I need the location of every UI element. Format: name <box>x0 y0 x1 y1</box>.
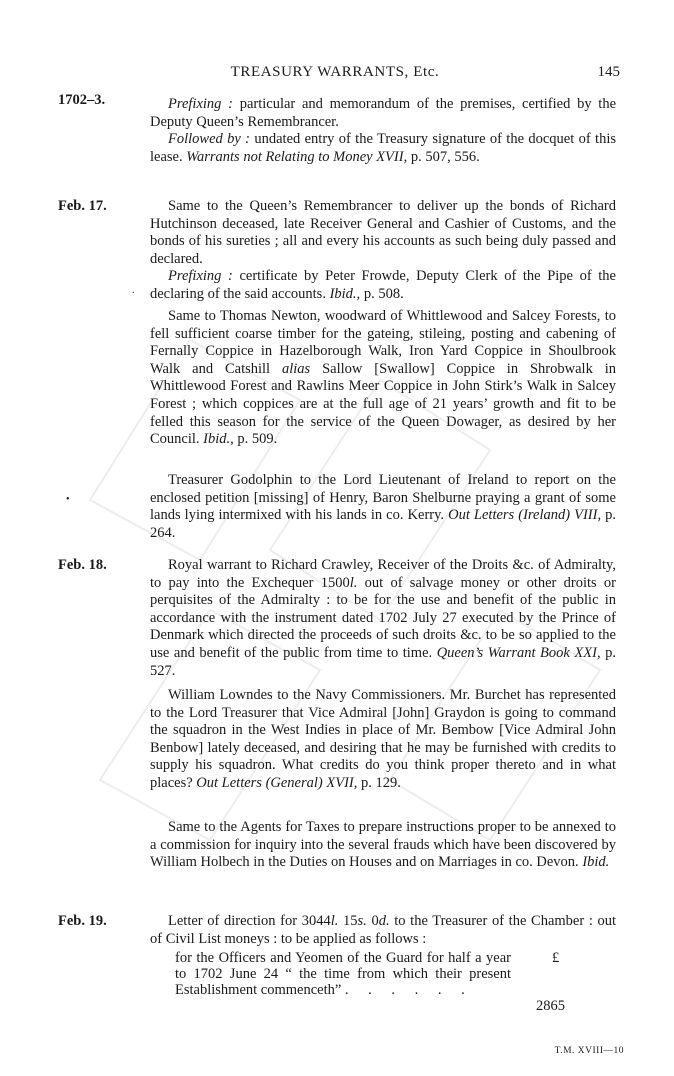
entry-timber-felling <box>150 308 616 449</box>
signature-mark: T.M. XVIII—10 <box>554 1046 624 1056</box>
entry-text: Letter of direction for 3044l. 15s. 0d. to the Treasurer of the Chamber : out of Civil List moneys : to be applied as follows : <box>150 913 617 947</box>
stray-mark: • <box>66 494 70 505</box>
entry-admiralty-droits <box>150 557 616 680</box>
entry-letter-of-direction <box>150 913 616 948</box>
date-feb-18: Feb. 18. <box>58 557 107 573</box>
page-number: 145 <box>597 64 620 80</box>
entry-text: Same to the Queen’s Remembrancer to deliver up the bonds of Richard Hutchinson deceased, late Receiver General and Cashier of Customs, and the bonds of his sureties ; all and every his accounts as such being duly passed and declared. <box>150 198 616 267</box>
year-marker: 1702–3. <box>58 92 106 108</box>
allocation-amount: 2865 <box>536 998 565 1014</box>
allocation-description: for the Officers and Yeomen of the Guard for half a year to 1702 June 24 “ the time from which their present Establishment commenceth” . . . . . . <box>175 950 511 998</box>
prefix-note: Prefixing : particular and memorandum of the premises, certified by the Deputy Queen’s Remembrancer. <box>150 96 617 130</box>
stray-mark: . <box>132 285 135 296</box>
entry-shelburne-petition <box>150 472 616 542</box>
entry-continuation <box>150 96 616 166</box>
entry-hutchinson-bonds <box>150 198 616 304</box>
entry-agents-for-taxes <box>150 819 616 872</box>
page-header <box>0 64 674 84</box>
entry-navy-credits <box>150 687 616 793</box>
date-feb-19: Feb. 19. <box>58 913 107 929</box>
prefix-note: Prefixing : certificate by Peter Frowde, Deputy Clerk of the Pipe of the declaring of the said accounts. Ibid., p. 508. <box>150 268 616 302</box>
entry-text: Treasurer Godolphin to the Lord Lieutenant of Ireland to report on the enclosed petition [missing] of Henry, Baron Shelburne praying a grant of some lands lying intermixed with his lands in co. Kerry. Out Letters (Ireland) VIII, p. 264. <box>150 472 617 541</box>
currency-symbol: £ <box>552 950 560 966</box>
running-title: TREASURY WARRANTS, Etc. <box>230 64 440 80</box>
entry-text: William Lowndes to the Navy Commissioners. Mr. Burchet has represented to the Lord Treasurer that Vice Admiral [John] Graydon is going to command the squadron in the West Indies in place of Mr. Bembow [Vice Admiral John Benbow] lately deceased, and desiring that he may be furnished with credits to supply his squadron. What credits do you think proper thereto and in what places? Out Letters (General) XVII, p. 129. <box>150 687 616 791</box>
entry-text: Same to the Agents for Taxes to prepare instructions proper to be annexed to a commission for inquiry into the several frauds which have been discovered by William Holbech in the Duties on Houses and on Marriages in co. Devon. Ibid. <box>150 819 616 871</box>
entry-text: Royal warrant to Richard Crawley, Receiver of the Droits &c. of Admiralty, to pay into the Exchequer 1500l. out of salvage money or other droits or perquisites of the Admiralty : to be for the use and benefit of the public in accordance with the instrument dated 1702 July 27 executed by the Prince of Denmark which directed the proceeds of such droits &c. to be so applied to the use and benefit of the public from time to time. Queen’s Warrant Book XXI, p. 527. <box>150 557 617 679</box>
followed-note: Followed by : undated entry of the Treasury signature of the docquet of this lease. Warrants not Relating to Money XVII, p. 507, 556. <box>150 131 616 165</box>
entry-text: Same to Thomas Newton, woodward of Whittlewood and Salcey Forests, to fell sufficient coarse timber for the gateing, stileing, posting and cabening of Fernally Coppice in Hazelborough Walk, Iron Yard Coppice in Shoulbrook Walk and Catshill alias Sallow [Swallow] Coppice in Shrobwalk in Whittlewood Forest and Rawlins Meer Coppice in John Stirk’s Walk in Salcey Forest ; which coppices are at the full age of 21 years’ growth and fit to be felled this season for the service of the Queen Dowager, as desired by her Council. Ibid., p. 509. <box>150 308 616 448</box>
date-feb-17: Feb. 17. <box>58 198 107 214</box>
